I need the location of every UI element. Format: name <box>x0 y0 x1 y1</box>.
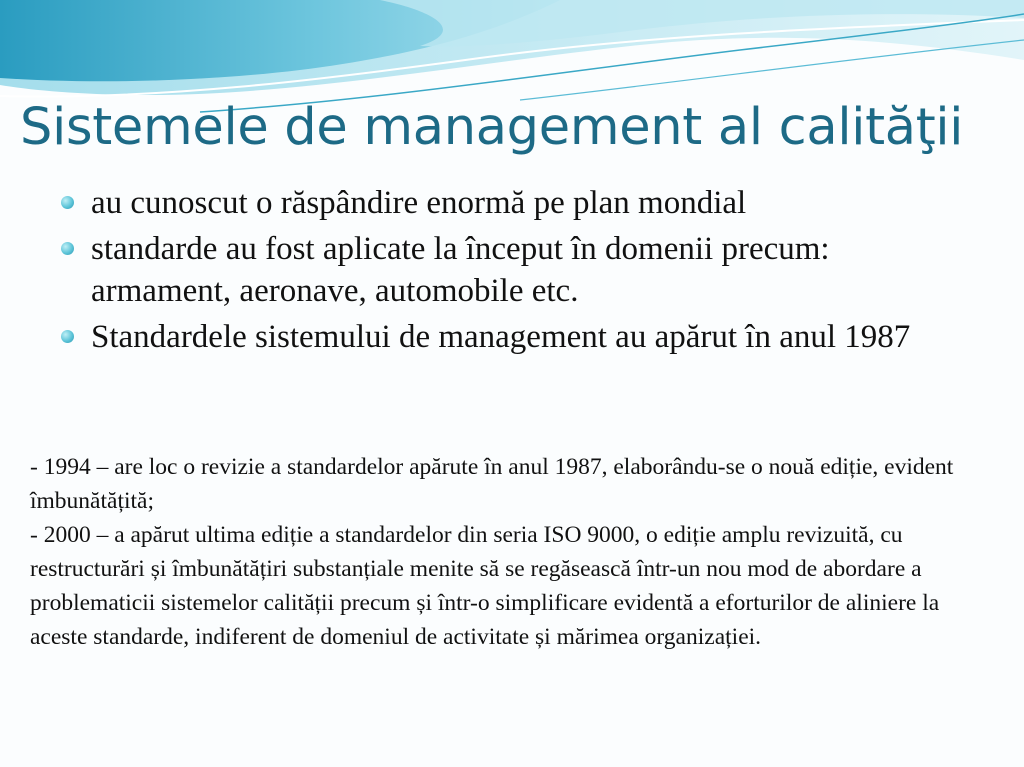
slide-title: Sistemele de management al calităţii <box>20 98 964 157</box>
bullet-item <box>60 228 960 312</box>
bullet-text: au cunoscut o răspândire enormă pe plan mondial <box>91 185 747 221</box>
bullet-text: Standardele sistemului de management au apărut în anul 1987 <box>91 319 911 355</box>
bullet-item <box>60 316 960 358</box>
bullet-dot-icon <box>61 330 74 343</box>
note-2000: - 2000 – a apărut ultima ediție a standardelor din seria ISO 9000, o ediție amplu revizuită, cu restructurări și îmbunătățiri substanțiale menite să se regăsească într-un nou mod de abordare a problematicii sistemelor calității precum și într-o simplificare evidentă a eforturilor de aliniere la aceste standarde, indiferent de domeniul de activitate și mărimea organizației. <box>30 522 940 650</box>
bullet-list <box>60 182 960 362</box>
note-1994: - 1994 – are loc o revizie a standardelor apărute în anul 1987, elaborându-se o nouă ediție, evident îmbunătățită; <box>30 454 954 514</box>
bullet-text: standarde au fost aplicate la început în domenii precum: armament, aeronave, automobile etc. <box>91 231 830 309</box>
bullet-dot-icon <box>61 196 74 209</box>
bullet-dot-icon <box>61 242 74 255</box>
bullet-item <box>60 182 960 224</box>
notes-block <box>30 450 990 654</box>
